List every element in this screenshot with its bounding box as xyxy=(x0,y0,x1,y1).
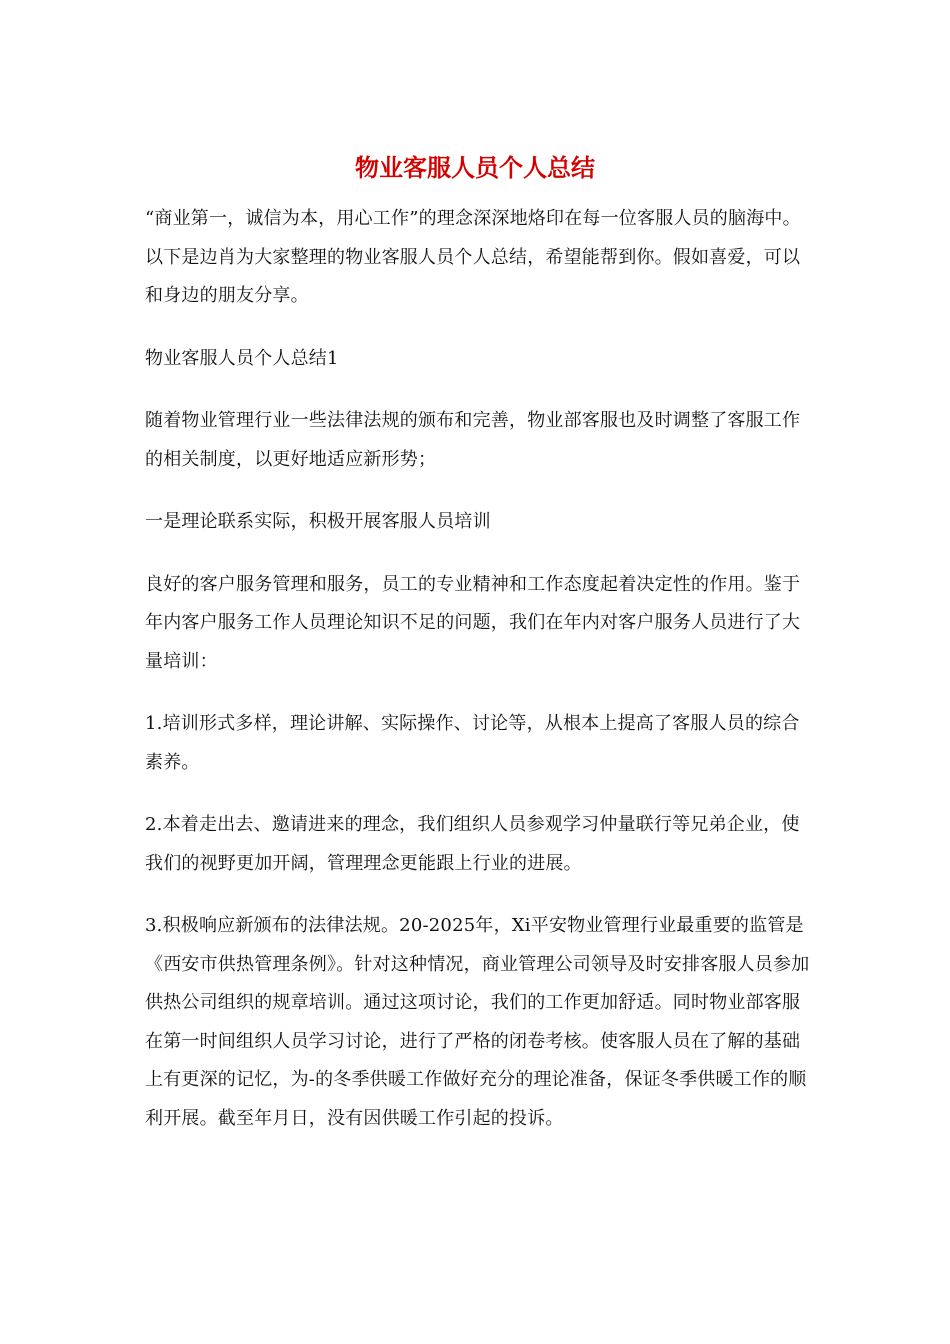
list-item: 2.本着走出去、邀请进来的理念，我们组织人员参观学习仲量联行等兄弟企业，使我们的视野更加开阔，管理理念更能跟上行业的进展。 xyxy=(145,814,800,874)
paragraph-gap xyxy=(145,378,810,402)
list-item: 3.积极响应新颁布的法律法规。20-2025年，Xi平安物业管理行业最重要的监管是《西安市供热管理条例》。针对这种情况，商业管理公司领导及时安排客服人员参加供热公司组织的规章培训。通过这项讨论，我们的工作更加舒适。同时物业部客服在第一时间组织人员学习讨论，进行了严格的闭卷考核。使客服人员在了解的基础上有更深的记忆，为-的冬季供暖工作做好充分的理论准备，保证冬季供暖工作的顺利开展。截至年月日，没有因供暖工作引起的投诉。 xyxy=(145,915,810,1129)
paragraph-gap xyxy=(145,883,810,907)
subsection-heading: 一是理论联系实际，积极开展客服人员培训 xyxy=(145,511,491,532)
paragraph-gap xyxy=(145,542,810,566)
paragraph-gap xyxy=(145,782,810,806)
body-paragraph: 良好的客户服务管理和服务，员工的专业精神和工作态度起着决定性的作用。鉴于年内客户服务工作人员理论知识不足的问题，我们在年内对客户服务人员进行了大量培训： xyxy=(145,573,801,672)
document-body xyxy=(145,200,810,1138)
list-item: 1.培训形式多样，理论讲解、实际操作、讨论等，从根本上提高了客服人员的综合素养。 xyxy=(145,713,800,773)
paragraph-gap xyxy=(145,316,810,340)
document-title: 物业客服人员个人总结 xyxy=(355,154,595,182)
body-paragraph: 随着物业管理行业一些法律法规的颁布和完善，物业部客服也及时调整了客服工作的相关制度，以更好地适应新形势； xyxy=(145,410,801,470)
intro-paragraph: “商业第一，诚信为本，用心工作”的理念深深地烙印在每一位客服人员的脑海中。以下是边肖为大家整理的物业客服人员个人总结，希望能帮到你。假如喜爱，可以和身边的朋友分享。 xyxy=(145,208,801,306)
section-heading: 物业客服人员个人总结1 xyxy=(145,347,339,369)
paragraph-gap xyxy=(145,681,810,705)
paragraph-gap xyxy=(145,479,810,503)
